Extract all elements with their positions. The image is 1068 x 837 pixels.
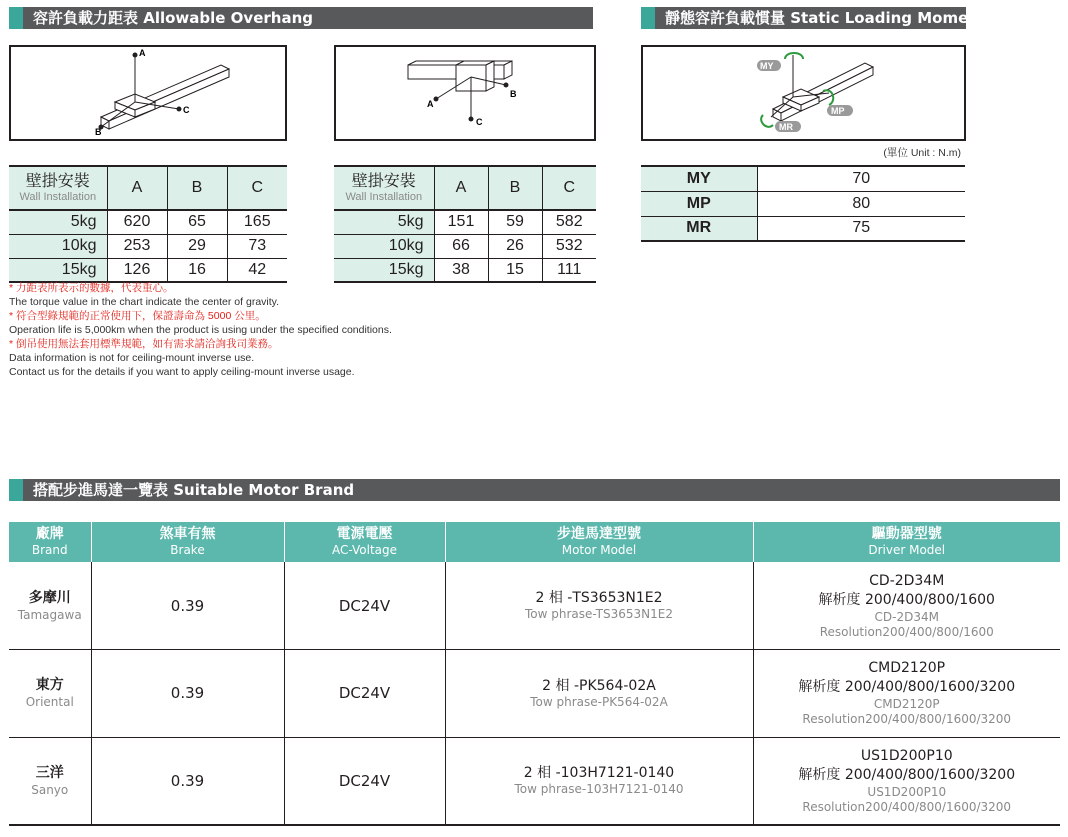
value-a-cell: 253	[107, 234, 167, 258]
diagram-label-b: B	[510, 89, 517, 99]
brand-en: Oriental	[25, 695, 74, 710]
driver-model-name-en: US1D200P10	[867, 784, 947, 799]
note-line: Operation life is 5,000km when the product is using under the specified conditions.	[9, 324, 392, 336]
header-en: AC-Voltage	[331, 543, 397, 557]
driver-resolution-zh: 解析度 200/400/800/1600/3200	[798, 766, 1016, 783]
table-row	[334, 210, 596, 234]
motor-model-zh: 2 相 -PK564-02A	[542, 677, 656, 694]
col-header-c: C	[227, 166, 287, 210]
wall-install-zh: 壁掛安裝	[25, 172, 90, 190]
value-b-cell: 15	[488, 258, 542, 282]
table-header-row	[9, 166, 287, 210]
driver-model-name: CD-2D34M	[869, 572, 945, 589]
diagram-label-b: B	[95, 127, 102, 137]
table-row	[641, 216, 965, 241]
table-row	[334, 234, 596, 258]
overhang-diagram-side	[9, 45, 287, 141]
driver-resolution-en: Resolution200/400/800/1600/3200	[802, 799, 1012, 814]
value-a-cell: 151	[434, 210, 488, 234]
brake-cell: 0.39	[91, 562, 284, 650]
table-row	[9, 258, 287, 282]
value-a-cell: 38	[434, 258, 488, 282]
moment-value-cell: 75	[757, 216, 965, 241]
motor-brand-table	[9, 522, 1060, 826]
load-cell: 5kg	[334, 210, 434, 234]
brand-en: Tamagawa	[17, 607, 82, 622]
static-moment-section-title: 靜態容許負載慣量 Static Loading Moment	[641, 7, 966, 29]
value-a-cell: 66	[434, 234, 488, 258]
load-cell: 10kg	[9, 234, 107, 258]
motor-model-cell	[445, 562, 753, 650]
motor-model-en: Tow phrase-TS3653N1E2	[525, 607, 673, 621]
moment-value-cell: 80	[757, 191, 965, 216]
header-zh: 步進馬達型號	[557, 526, 641, 542]
moment-label-cell: MR	[641, 216, 757, 241]
brand-cell	[9, 737, 91, 825]
driver-model-name-en: CMD2120P	[873, 697, 940, 712]
brand-zh: 東方	[35, 677, 64, 694]
diagram-label-c: C	[476, 117, 483, 127]
overhang-table-2	[334, 165, 596, 283]
col-header-a: A	[107, 166, 167, 210]
brand-zh: 三洋	[35, 764, 64, 781]
static-moment-table	[641, 165, 965, 242]
overhang-diagram-wall	[334, 45, 596, 141]
value-c-cell: 42	[227, 258, 287, 282]
value-b-cell: 16	[167, 258, 227, 282]
col-header-c: C	[542, 166, 596, 210]
table-row	[334, 258, 596, 282]
note-line: Data information is not for ceiling-mount inverse use.	[9, 352, 255, 364]
diagram-label-c: C	[183, 105, 190, 115]
slider-rail-side-illustration	[11, 47, 285, 139]
driver-resolution-zh: 解析度 200/400/800/1600	[818, 591, 995, 608]
note-line: The torque value in the chart indicate the center of gravity.	[9, 296, 280, 308]
brand-cell	[9, 562, 91, 650]
voltage-cell: DC24V	[284, 650, 445, 738]
col-header-b: B	[167, 166, 227, 210]
header-brake	[91, 522, 284, 562]
table-row	[9, 737, 1060, 825]
brand-en: Sanyo	[31, 782, 69, 797]
load-cell: 15kg	[9, 258, 107, 282]
wall-install-zh: 壁掛安裝	[351, 172, 416, 190]
header-en: Driver Model	[868, 543, 946, 557]
wall-install-en: Wall Installation	[19, 190, 97, 203]
table-header-row	[9, 522, 1060, 562]
voltage-cell: DC24V	[284, 737, 445, 825]
diagram-label-a: A	[427, 99, 434, 109]
col-header-a: A	[434, 166, 488, 210]
table-row	[641, 191, 965, 216]
wall-install-header	[334, 166, 434, 210]
overhang-table-1	[9, 165, 287, 283]
table-header-row	[334, 166, 596, 210]
driver-model-name-en: CD-2D34M	[874, 609, 939, 624]
table-row	[9, 650, 1060, 738]
header-en: Brake	[170, 543, 205, 557]
table-row	[641, 166, 965, 191]
load-cell: 10kg	[334, 234, 434, 258]
overhang-section-title: 容許負載力距表 Allowable Overhang	[9, 7, 593, 29]
col-header-b: B	[488, 166, 542, 210]
driver-resolution-en: Resolution200/400/800/1600	[819, 624, 994, 639]
driver-model-cell	[753, 562, 1060, 650]
wall-install-en: Wall Installation	[345, 190, 423, 203]
header-brand	[9, 522, 91, 562]
motor-model-en: Tow phrase-103H7121-0140	[514, 782, 684, 796]
header-zh: 煞車有無	[159, 526, 216, 542]
value-c-cell: 582	[542, 210, 596, 234]
slider-rail-wall-illustration	[336, 47, 594, 139]
note-line: * 符合型錄規範的正常使用下，保證壽命為 5000 公里。	[9, 310, 266, 322]
driver-model-cell	[753, 737, 1060, 825]
static-moment-diagram	[641, 45, 966, 141]
diagram-label-mr: MR	[779, 122, 793, 132]
load-cell: 5kg	[9, 210, 107, 234]
driver-model-name: US1D200P10	[860, 747, 953, 764]
note-line: Contact us for the details if you want to apply ceiling-mount inverse usage.	[9, 366, 355, 378]
motor-model-zh: 2 相 -103H7121-0140	[523, 765, 675, 781]
load-cell: 15kg	[334, 258, 434, 282]
value-b-cell: 65	[167, 210, 227, 234]
diagram-label-my: MY	[760, 61, 774, 71]
static-moment-unit: (單位 Unit : N.m)	[883, 147, 961, 159]
header-voltage	[284, 522, 445, 562]
value-c-cell: 532	[542, 234, 596, 258]
driver-resolution-zh: 解析度 200/400/800/1600/3200	[798, 679, 1016, 696]
brand-cell	[9, 650, 91, 738]
moment-label-cell: MY	[641, 166, 757, 191]
driver-model-name: CMD2120P	[868, 660, 946, 677]
value-b-cell: 59	[488, 210, 542, 234]
driver-resolution-en: Resolution200/400/800/1600/3200	[802, 712, 1012, 727]
value-a-cell: 126	[107, 258, 167, 282]
brake-cell: 0.39	[91, 737, 284, 825]
table-row	[9, 234, 287, 258]
value-c-cell: 165	[227, 210, 287, 234]
note-line: * 力距表所表示的數據，代表重心。	[9, 282, 174, 294]
table-row	[9, 210, 287, 234]
brake-cell: 0.39	[91, 650, 284, 738]
header-driver-model	[753, 522, 1060, 562]
note-line: * 倒吊使用無法套用標準規範，如有需求請洽詢我司業務。	[9, 338, 279, 350]
brand-zh: 多摩川	[28, 589, 71, 606]
diagram-label-a: A	[139, 48, 146, 58]
header-en: Brand	[31, 543, 68, 557]
overhang-notes	[9, 281, 392, 379]
moment-label-cell: MP	[641, 191, 757, 216]
motor-model-cell	[445, 737, 753, 825]
moment-value-cell: 70	[757, 166, 965, 191]
value-b-cell: 29	[167, 234, 227, 258]
value-a-cell: 620	[107, 210, 167, 234]
motor-model-cell	[445, 650, 753, 738]
header-zh: 廠牌	[35, 526, 64, 542]
header-zh: 電源電壓	[336, 526, 393, 542]
diagram-label-mp: MP	[831, 106, 845, 116]
motor-section-title: 搭配步進馬達一覽表 Suitable Motor Brand	[9, 479, 1060, 501]
value-b-cell: 26	[488, 234, 542, 258]
moment-axes-illustration	[643, 47, 964, 139]
header-motor-model	[445, 522, 753, 562]
header-zh: 驅動器型號	[871, 526, 942, 542]
voltage-cell: DC24V	[284, 562, 445, 650]
value-c-cell: 73	[227, 234, 287, 258]
table-row	[9, 562, 1060, 650]
value-c-cell: 111	[542, 258, 596, 282]
driver-model-cell	[753, 650, 1060, 738]
motor-model-en: Tow phrase-PK564-02A	[530, 694, 668, 709]
motor-model-zh: 2 相 -TS3653N1E2	[535, 590, 663, 606]
wall-install-header	[9, 166, 107, 210]
header-en: Motor Model	[561, 543, 637, 557]
